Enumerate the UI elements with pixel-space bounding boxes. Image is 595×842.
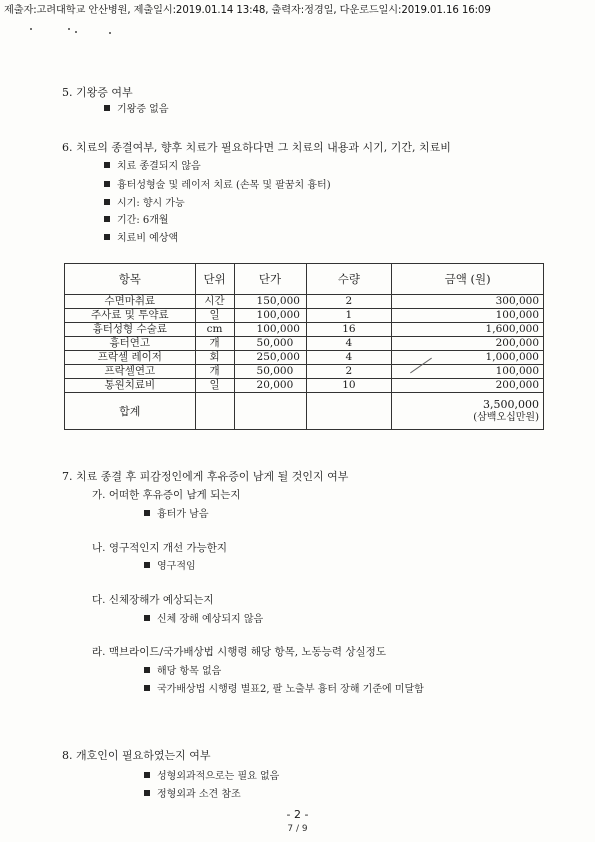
cell-unit: 회 bbox=[195, 351, 234, 365]
section-7-sub-b-item bbox=[144, 557, 196, 572]
table-row bbox=[65, 323, 544, 337]
cell-empty bbox=[195, 393, 234, 430]
cell-unit-price: 20,000 bbox=[234, 379, 306, 393]
header-item: 항목 bbox=[65, 264, 196, 295]
speckle bbox=[75, 31, 77, 33]
table-row bbox=[65, 379, 544, 393]
cell-item: 프락셀연고 bbox=[65, 365, 196, 379]
section-6-item bbox=[104, 176, 331, 191]
section-6-item bbox=[104, 157, 201, 172]
item-text: 영구적임 bbox=[157, 561, 196, 572]
cell-unit: 개 bbox=[195, 365, 234, 379]
cell-unit-price: 50,000 bbox=[234, 337, 306, 351]
cell-quantity: 2 bbox=[306, 295, 392, 309]
bullet-square-icon bbox=[144, 685, 150, 691]
bullet-square-icon bbox=[104, 105, 110, 111]
table-row bbox=[65, 337, 544, 351]
section-7-sub-a-title: 가. 어떠한 후유증이 남게 되는지 bbox=[92, 489, 241, 501]
cell-amount: 300,000 bbox=[392, 295, 544, 309]
item-text: 치료 종결되지 않음 bbox=[117, 161, 201, 172]
cell-empty bbox=[306, 393, 392, 430]
item-text: 국가배상법 시행령 별표2, 팔 노출부 흉터 장해 기준에 미달함 bbox=[157, 684, 424, 695]
section-5-item bbox=[104, 100, 168, 115]
bullet-square-icon bbox=[144, 562, 150, 568]
cell-quantity: 16 bbox=[306, 323, 392, 337]
section-6-item bbox=[104, 194, 185, 209]
section-8-item bbox=[144, 785, 241, 800]
cell-unit: 일 bbox=[195, 309, 234, 323]
cell-item: 주사료 및 투약료 bbox=[65, 309, 196, 323]
cell-quantity: 10 bbox=[306, 379, 392, 393]
section-7-title: 7. 치료 종결 후 피감정인에게 후유증이 남게 될 것인지 여부 bbox=[62, 470, 349, 483]
section-7-sub-b-title: 나. 영구적인지 개선 가능한지 bbox=[92, 542, 228, 554]
section-8-item bbox=[144, 767, 279, 782]
header-unit: 단위 bbox=[195, 264, 234, 295]
section-6-item bbox=[104, 211, 169, 226]
document-header: 제출자:고려대학교 안산병원, 제출일시:2019.01.14 13:48, 출력자:정경일, 다운로드일시:2019.01.16 16:09 bbox=[4, 5, 491, 16]
header-unit-price: 단가 bbox=[234, 264, 306, 295]
cell-unit-price: 100,000 bbox=[234, 309, 306, 323]
bullet-square-icon bbox=[144, 510, 150, 516]
item-text: 흉터성형술 및 레이저 치료 (손목 및 팔꿈치 흉터) bbox=[117, 180, 331, 191]
cell-amount: 200,000 bbox=[392, 337, 544, 351]
bullet-square-icon bbox=[144, 772, 150, 778]
item-text: 치료비 예상액 bbox=[117, 233, 179, 244]
total-label: 합계 bbox=[65, 393, 196, 430]
bullet-square-icon bbox=[104, 234, 110, 240]
item-text: 흉터가 남음 bbox=[157, 509, 209, 520]
item-text: 해당 항목 없음 bbox=[157, 666, 222, 677]
total-amount-korean: (삼백오십만원) bbox=[473, 412, 539, 423]
header-amount: 금액 (원) bbox=[392, 264, 544, 295]
cell-unit-price: 100,000 bbox=[234, 323, 306, 337]
treatment-cost-table bbox=[64, 263, 544, 430]
table-row bbox=[65, 365, 544, 379]
item-text: 시기: 향시 가능 bbox=[117, 198, 185, 209]
bullet-square-icon bbox=[104, 162, 110, 168]
cell-item: 통원치료비 bbox=[65, 379, 196, 393]
cell-unit: cm bbox=[195, 323, 234, 337]
cell-quantity: 4 bbox=[306, 337, 392, 351]
table-row bbox=[65, 309, 544, 323]
speckle bbox=[30, 28, 32, 30]
cell-item: 프락셀 레이저 bbox=[65, 351, 196, 365]
cell-quantity: 1 bbox=[306, 309, 392, 323]
section-7-sub-a-item bbox=[144, 505, 208, 520]
cell-unit: 시간 bbox=[195, 295, 234, 309]
page-count: 7 / 9 bbox=[287, 824, 308, 834]
cell-empty bbox=[234, 393, 306, 430]
cell-unit: 일 bbox=[195, 379, 234, 393]
section-8-title: 8. 개호인이 필요하였는지 여부 bbox=[62, 749, 211, 762]
section-6-item bbox=[104, 229, 178, 244]
total-amount: 3,500,000 bbox=[483, 398, 539, 411]
cell-quantity: 2 bbox=[306, 365, 392, 379]
item-text: 기간: 6개월 bbox=[117, 215, 169, 226]
table-header-row bbox=[65, 264, 544, 295]
bullet-square-icon bbox=[144, 667, 150, 673]
section-7-sub-d-title: 라. 맥브라이드/국가배상법 시행령 해당 항목, 노동능력 상실정도 bbox=[92, 646, 386, 658]
cell-unit-price: 50,000 bbox=[234, 365, 306, 379]
cell-unit-price: 250,000 bbox=[234, 351, 306, 365]
page-number: - 2 - bbox=[286, 808, 309, 821]
cell-quantity: 4 bbox=[306, 351, 392, 365]
bullet-square-icon bbox=[104, 199, 110, 205]
cell-item: 흉터연고 bbox=[65, 337, 196, 351]
cell-amount: 1,600,000 bbox=[392, 323, 544, 337]
section-7-sub-d-item bbox=[144, 680, 424, 695]
cell-amount: 100,000 bbox=[392, 365, 544, 379]
section-6-title: 6. 치료의 종결여부, 향후 치료가 필요하다면 그 치료의 내용과 시기, 기간, 치료비 bbox=[62, 141, 451, 154]
section-7-sub-c-title: 다. 신체장해가 예상되는지 bbox=[92, 594, 214, 606]
section-7-sub-d-item bbox=[144, 662, 221, 677]
bullet-square-icon bbox=[104, 216, 110, 222]
speckle bbox=[68, 28, 70, 30]
cell-amount: 1,000,000 bbox=[392, 351, 544, 365]
total-amount-cell bbox=[392, 393, 544, 430]
header-quantity: 수량 bbox=[306, 264, 392, 295]
item-text: 신체 장해 예상되지 않음 bbox=[157, 614, 264, 625]
cell-amount: 200,000 bbox=[392, 379, 544, 393]
table-row bbox=[65, 295, 544, 309]
item-text: 정형외과 소견 참조 bbox=[157, 789, 241, 800]
bullet-square-icon bbox=[144, 790, 150, 796]
cell-unit: 개 bbox=[195, 337, 234, 351]
speckle bbox=[109, 32, 111, 34]
bullet-square-icon bbox=[144, 615, 150, 621]
cell-item: 수면마취료 bbox=[65, 295, 196, 309]
table-row bbox=[65, 351, 544, 365]
section-5-title: 5. 기왕증 여부 bbox=[62, 86, 133, 99]
item-text: 기왕증 없음 bbox=[117, 104, 169, 115]
scan-speckles bbox=[0, 28, 595, 36]
cell-amount: 100,000 bbox=[392, 309, 544, 323]
item-text: 성형외과적으로는 필요 없음 bbox=[157, 771, 280, 782]
cell-unit-price: 150,000 bbox=[234, 295, 306, 309]
bullet-square-icon bbox=[104, 181, 110, 187]
cell-item: 흉터성형 수술료 bbox=[65, 323, 196, 337]
section-7-sub-c-item bbox=[144, 610, 263, 625]
table-total-row bbox=[65, 393, 544, 430]
